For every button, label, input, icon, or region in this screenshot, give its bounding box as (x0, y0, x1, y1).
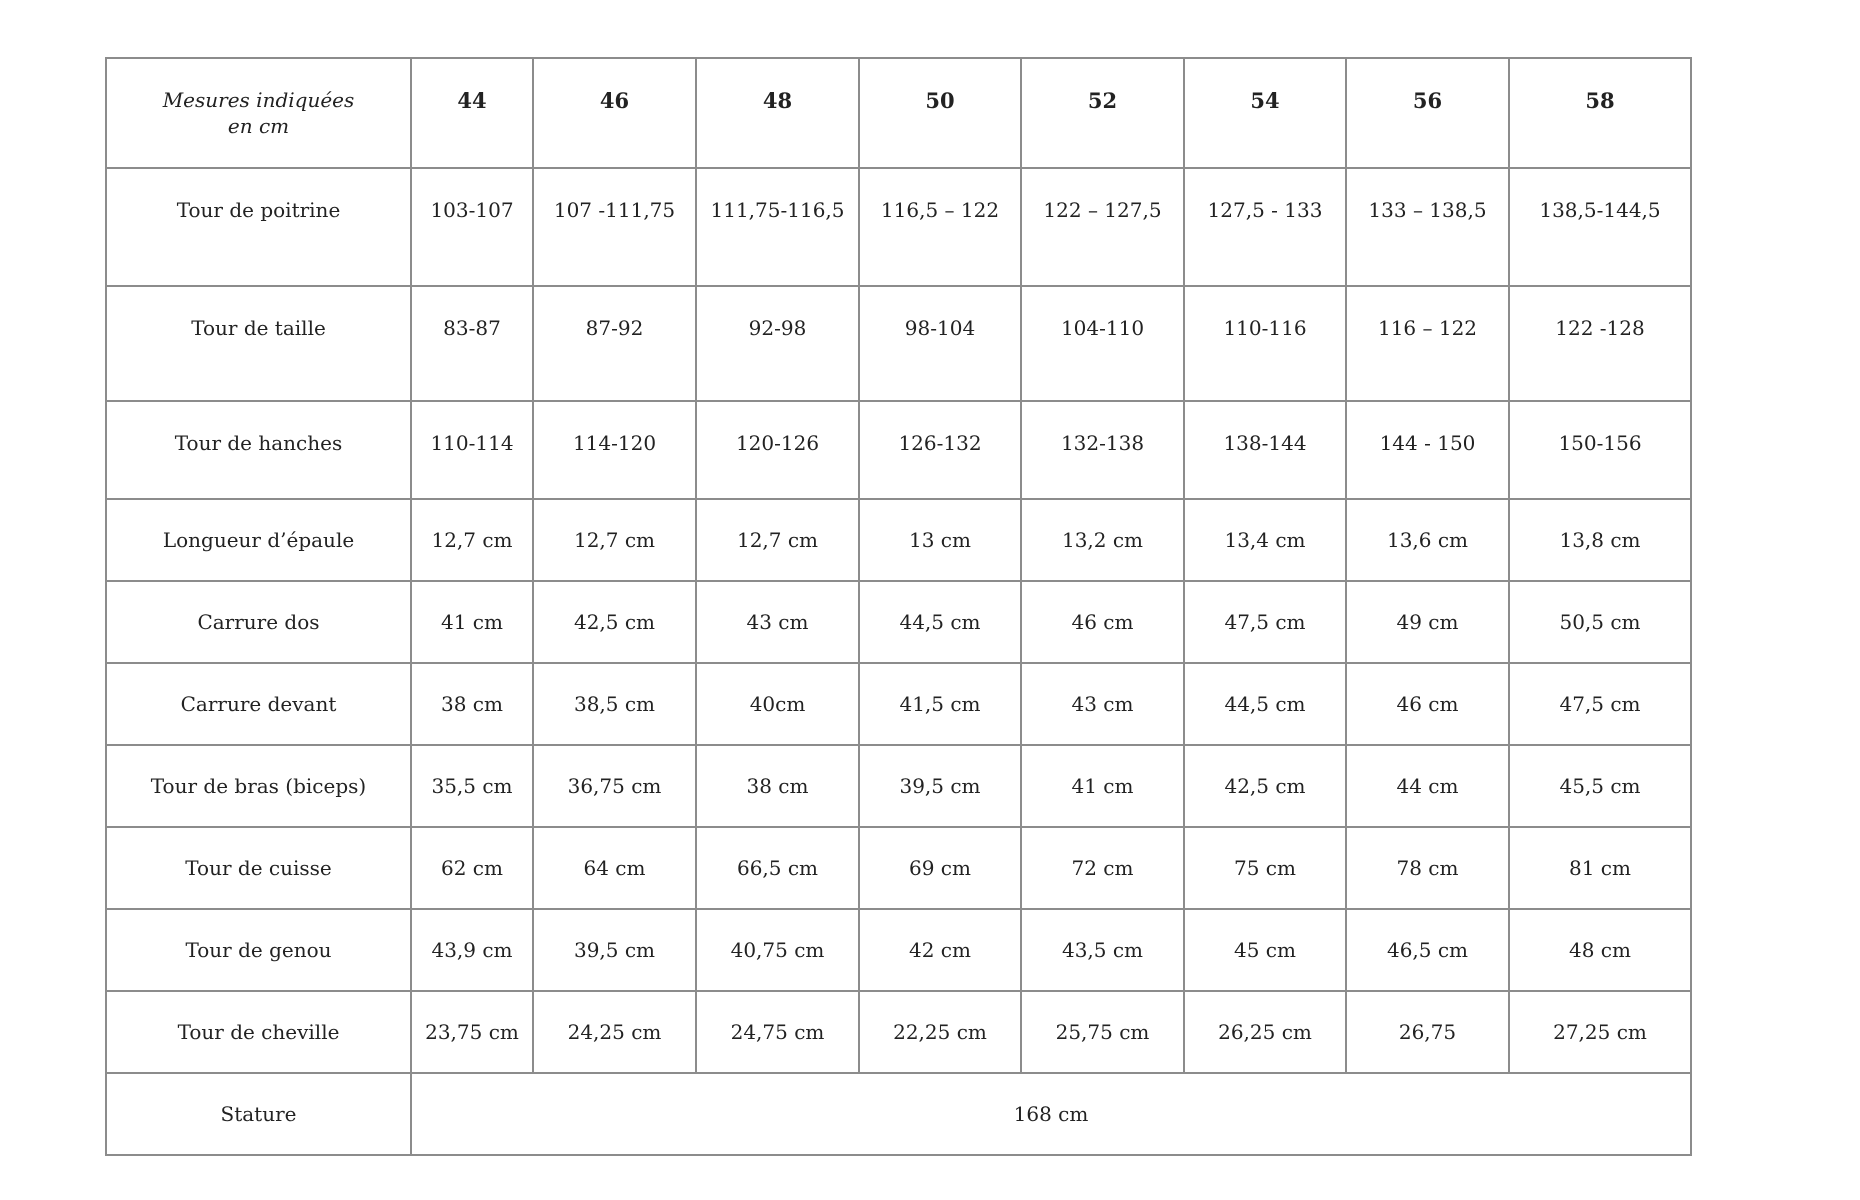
row-label-tour-de-poitrine: Tour de poitrine (106, 168, 411, 286)
cell-longueur-epaule-52: 13,2 cm (1021, 499, 1184, 581)
cell-tour-de-taille-44: 83-87 (411, 286, 533, 401)
cell-tour-de-bras-58: 45,5 cm (1509, 745, 1691, 827)
cell-carrure-devant-44: 38 cm (411, 663, 533, 745)
size-chart-table (105, 57, 1692, 1156)
cell-carrure-dos-54: 47,5 cm (1184, 581, 1346, 663)
cell-tour-de-bras-56: 44 cm (1346, 745, 1509, 827)
cell-carrure-devant-56: 46 cm (1346, 663, 1509, 745)
table-row-tour-de-taille (106, 286, 1691, 401)
cell-tour-de-hanches-54: 138-144 (1184, 401, 1346, 499)
cell-tour-de-hanches-44: 110-114 (411, 401, 533, 499)
row-label-tour-de-genou: Tour de genou (106, 909, 411, 991)
cell-tour-de-cheville-52: 25,75 cm (1021, 991, 1184, 1073)
cell-tour-de-bras-48: 38 cm (696, 745, 859, 827)
cell-tour-de-taille-54: 110-116 (1184, 286, 1346, 401)
cell-tour-de-cheville-44: 23,75 cm (411, 991, 533, 1073)
cell-tour-de-poitrine-50: 116,5 – 122 (859, 168, 1021, 286)
cell-tour-de-cuisse-50: 69 cm (859, 827, 1021, 909)
cell-carrure-devant-52: 43 cm (1021, 663, 1184, 745)
cell-tour-de-cuisse-56: 78 cm (1346, 827, 1509, 909)
units-header-line-1: Mesures indiquées (162, 88, 355, 112)
row-label-tour-de-hanches: Tour de hanches (106, 401, 411, 499)
size-header-52: 52 (1021, 58, 1184, 168)
size-header-50: 50 (859, 58, 1021, 168)
cell-carrure-devant-48: 40cm (696, 663, 859, 745)
cell-tour-de-poitrine-46: 107 -111,75 (533, 168, 696, 286)
cell-tour-de-hanches-52: 132-138 (1021, 401, 1184, 499)
row-label-tour-de-cuisse: Tour de cuisse (106, 827, 411, 909)
cell-carrure-devant-46: 38,5 cm (533, 663, 696, 745)
cell-tour-de-cuisse-48: 66,5 cm (696, 827, 859, 909)
cell-tour-de-bras-50: 39,5 cm (859, 745, 1021, 827)
cell-tour-de-poitrine-54: 127,5 - 133 (1184, 168, 1346, 286)
cell-tour-de-poitrine-56: 133 – 138,5 (1346, 168, 1509, 286)
row-label-tour-de-taille: Tour de taille (106, 286, 411, 401)
cell-tour-de-cheville-56: 26,75 (1346, 991, 1509, 1073)
cell-tour-de-bras-54: 42,5 cm (1184, 745, 1346, 827)
size-header-48: 48 (696, 58, 859, 168)
cell-longueur-epaule-48: 12,7 cm (696, 499, 859, 581)
cell-tour-de-hanches-58: 150-156 (1509, 401, 1691, 499)
cell-tour-de-cuisse-46: 64 cm (533, 827, 696, 909)
cell-longueur-epaule-50: 13 cm (859, 499, 1021, 581)
cell-tour-de-genou-50: 42 cm (859, 909, 1021, 991)
cell-tour-de-hanches-46: 114-120 (533, 401, 696, 499)
table-row-tour-de-bras (106, 745, 1691, 827)
cell-carrure-devant-58: 47,5 cm (1509, 663, 1691, 745)
cell-tour-de-hanches-56: 144 - 150 (1346, 401, 1509, 499)
cell-tour-de-taille-56: 116 – 122 (1346, 286, 1509, 401)
cell-tour-de-cheville-48: 24,75 cm (696, 991, 859, 1073)
cell-tour-de-cuisse-58: 81 cm (1509, 827, 1691, 909)
size-header-44: 44 (411, 58, 533, 168)
cell-tour-de-genou-44: 43,9 cm (411, 909, 533, 991)
size-header-58: 58 (1509, 58, 1691, 168)
cell-tour-de-genou-58: 48 cm (1509, 909, 1691, 991)
cell-tour-de-taille-46: 87-92 (533, 286, 696, 401)
stature-value-cell: 168 cm (411, 1073, 1691, 1155)
cell-carrure-dos-44: 41 cm (411, 581, 533, 663)
cell-longueur-epaule-58: 13,8 cm (1509, 499, 1691, 581)
cell-tour-de-bras-46: 36,75 cm (533, 745, 696, 827)
row-label-tour-de-cheville: Tour de cheville (106, 991, 411, 1073)
table-row-tour-de-poitrine (106, 168, 1691, 286)
cell-tour-de-genou-54: 45 cm (1184, 909, 1346, 991)
header-row (106, 58, 1691, 168)
cell-tour-de-hanches-48: 120-126 (696, 401, 859, 499)
cell-tour-de-bras-52: 41 cm (1021, 745, 1184, 827)
size-header-54: 54 (1184, 58, 1346, 168)
units-header-line-2: en cm (227, 114, 290, 138)
cell-carrure-dos-48: 43 cm (696, 581, 859, 663)
table-row-tour-de-cheville (106, 991, 1691, 1073)
cell-tour-de-genou-52: 43,5 cm (1021, 909, 1184, 991)
cell-carrure-devant-50: 41,5 cm (859, 663, 1021, 745)
cell-longueur-epaule-54: 13,4 cm (1184, 499, 1346, 581)
cell-tour-de-cheville-46: 24,25 cm (533, 991, 696, 1073)
cell-carrure-dos-46: 42,5 cm (533, 581, 696, 663)
size-table-body (106, 168, 1691, 1155)
units-header-cell (106, 58, 411, 168)
cell-carrure-dos-58: 50,5 cm (1509, 581, 1691, 663)
row-label-tour-de-bras: Tour de bras (biceps) (106, 745, 411, 827)
cell-longueur-epaule-44: 12,7 cm (411, 499, 533, 581)
row-label-carrure-devant: Carrure devant (106, 663, 411, 745)
cell-carrure-dos-52: 46 cm (1021, 581, 1184, 663)
cell-longueur-epaule-46: 12,7 cm (533, 499, 696, 581)
cell-tour-de-taille-50: 98-104 (859, 286, 1021, 401)
table-row-carrure-devant (106, 663, 1691, 745)
cell-tour-de-taille-52: 104-110 (1021, 286, 1184, 401)
cell-tour-de-poitrine-48: 111,75-116,5 (696, 168, 859, 286)
cell-tour-de-poitrine-44: 103-107 (411, 168, 533, 286)
cell-carrure-dos-50: 44,5 cm (859, 581, 1021, 663)
row-label-carrure-dos: Carrure dos (106, 581, 411, 663)
cell-tour-de-genou-48: 40,75 cm (696, 909, 859, 991)
cell-tour-de-cheville-50: 22,25 cm (859, 991, 1021, 1073)
cell-tour-de-cuisse-44: 62 cm (411, 827, 533, 909)
row-label-stature: Stature (106, 1073, 411, 1155)
cell-carrure-dos-56: 49 cm (1346, 581, 1509, 663)
cell-carrure-devant-54: 44,5 cm (1184, 663, 1346, 745)
cell-longueur-epaule-56: 13,6 cm (1346, 499, 1509, 581)
cell-tour-de-taille-48: 92-98 (696, 286, 859, 401)
cell-tour-de-cuisse-52: 72 cm (1021, 827, 1184, 909)
table-row-longueur-epaule (106, 499, 1691, 581)
cell-tour-de-cheville-54: 26,25 cm (1184, 991, 1346, 1073)
cell-tour-de-poitrine-52: 122 – 127,5 (1021, 168, 1184, 286)
cell-tour-de-bras-44: 35,5 cm (411, 745, 533, 827)
table-row-carrure-dos (106, 581, 1691, 663)
table-row-tour-de-hanches (106, 401, 1691, 499)
cell-tour-de-genou-56: 46,5 cm (1346, 909, 1509, 991)
row-label-longueur-epaule: Longueur d’épaule (106, 499, 411, 581)
table-row-stature (106, 1073, 1691, 1155)
table-row-tour-de-genou (106, 909, 1691, 991)
cell-tour-de-taille-58: 122 -128 (1509, 286, 1691, 401)
cell-tour-de-cheville-58: 27,25 cm (1509, 991, 1691, 1073)
cell-tour-de-hanches-50: 126-132 (859, 401, 1021, 499)
cell-tour-de-poitrine-58: 138,5-144,5 (1509, 168, 1691, 286)
size-header-56: 56 (1346, 58, 1509, 168)
cell-tour-de-cuisse-54: 75 cm (1184, 827, 1346, 909)
size-header-46: 46 (533, 58, 696, 168)
cell-tour-de-genou-46: 39,5 cm (533, 909, 696, 991)
table-row-tour-de-cuisse (106, 827, 1691, 909)
